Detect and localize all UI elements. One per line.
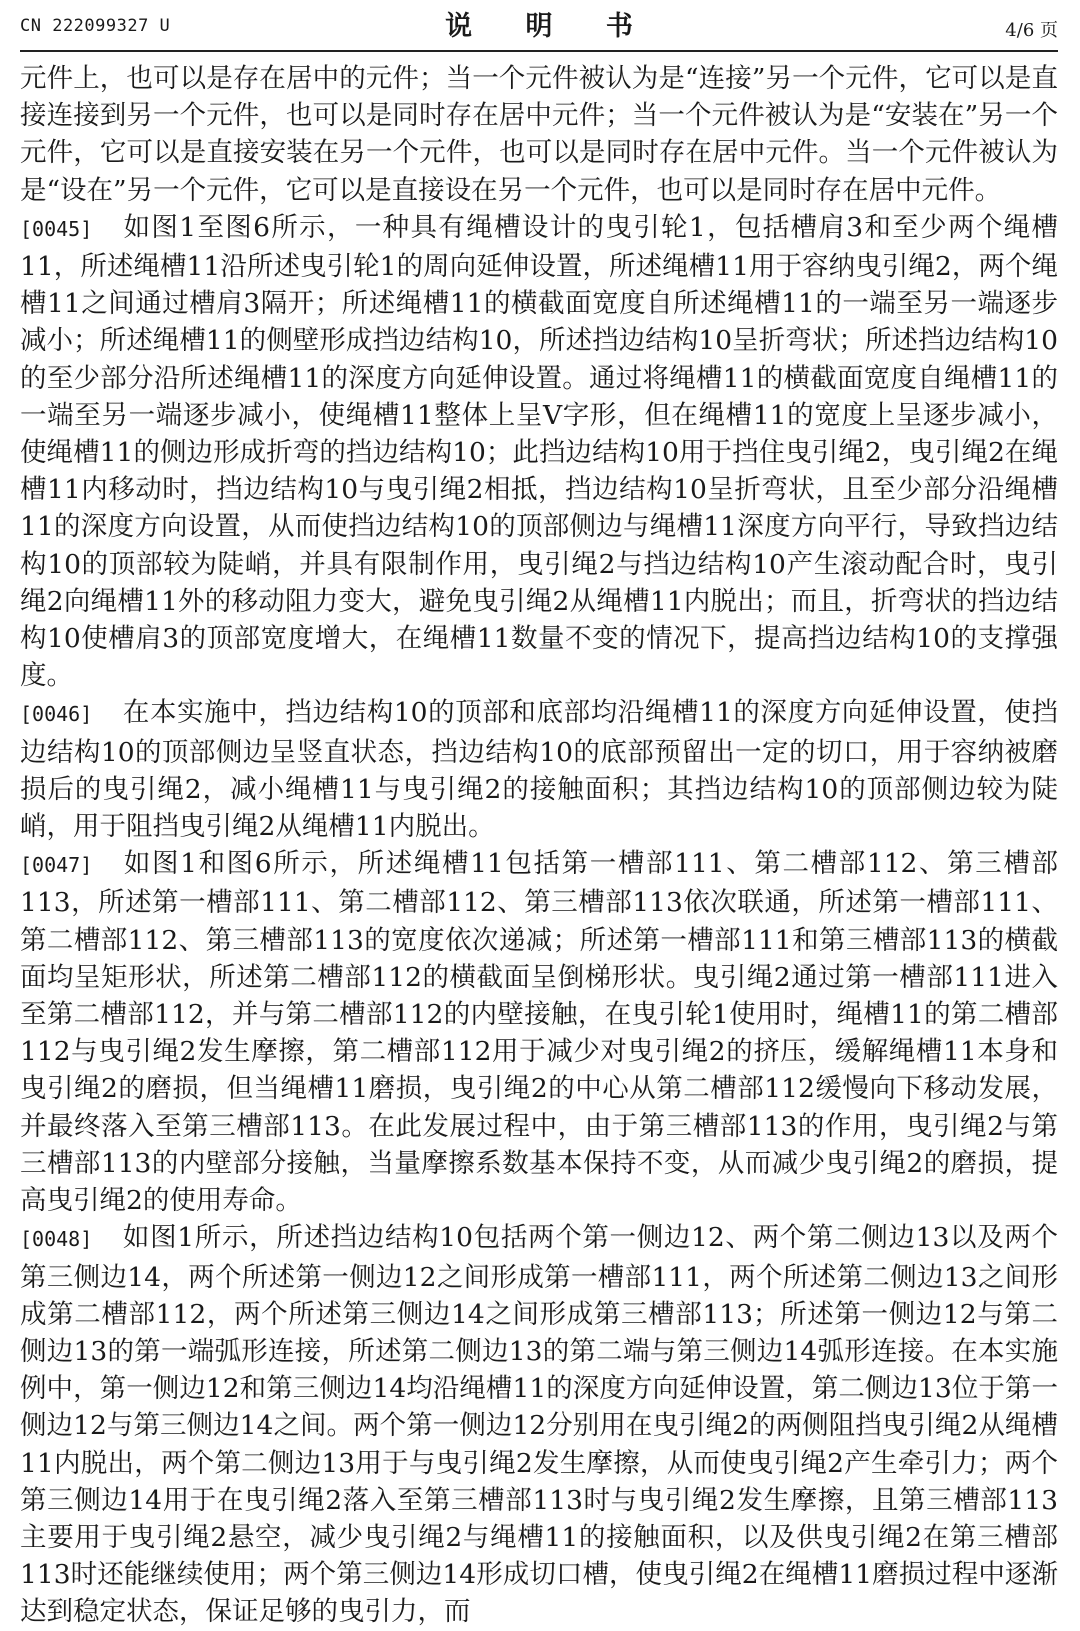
document-body: [20, 60, 1058, 1631]
paragraph-text: 如图1至图6所示，一种具有绳槽设计的曳引轮1，包括槽肩3和至少两个绳槽11，所述绳槽11沿所述曳引轮1的周向延伸设置，所述绳槽11用于容纳曳引绳2，两个绳槽11之间通过槽肩3隔开；所述绳槽11的横截面宽度自所述绳槽11的一端至另一端逐步减小；所述绳槽11的侧壁形成挡边结构10，所述挡边结构10呈折弯状；所述挡边结构10的至少部分沿所述绳槽11的深度方向延伸设置。通过将绳槽11的横截面宽度自绳槽11的一端至另一端逐步减小，使绳槽11整体上呈V字形，但在绳槽11的宽度上呈逐步减小，使绳槽11的侧边形成折弯的挡边结构10；此挡边结构10用于挡住曳引绳2，曳引绳2在绳槽11内移动时，挡边结构10与曳引绳2相抵，挡边结构10呈折弯状，且至少部分沿绳槽11的深度方向设置，从而使挡边结构10的顶部侧边与绳槽11深度方向平行，导致挡边结构10的顶部较为陡峭，并具有限制作用，曳引绳2与挡边结构10产生滚动配合时，曳引绳2向绳槽11外的移动阻力变大，避免曳引绳2从绳槽11内脱出；而且，折弯状的挡边结构10使槽肩3的顶部宽度增大，在绳槽11数量不变的情况下，提高挡边结构10的支撑强度。: [20, 211, 1058, 692]
paragraph-continued: [20, 60, 1058, 209]
paragraph-number: [0048]: [20, 1227, 93, 1252]
paragraph-text: 在本实施中，挡边结构10的顶部和底部均沿绳槽11的深度方向延伸设置，使挡边结构10的顶部侧边呈竖直状态，挡边结构10的底部预留出一定的切口，用于容纳被磨损后的曳引绳2，减小绳槽11与曳引绳2的接触面积；其挡边结构10的顶部侧边较为陡峭，用于阻挡曳引绳2从绳槽11内脱出。: [20, 697, 1058, 843]
page-header: [20, 0, 1058, 52]
paragraph-text: 如图1所示，所述挡边结构10包括两个第一侧边12、两个第二侧边13以及两个第三侧边14，两个所述第一侧边12之间形成第一槽部111，两个所述第二侧边13之间形成第二槽部112，两个所述第三侧边14之间形成第三槽部113；所述第一侧边12与第二侧边13的第一端弧形连接，所述第二侧边13的第二端与第三侧边14弧形连接。在本实施例中，第一侧边12和第三侧边14均沿绳槽11的深度方向延伸设置，第二侧边13位于第一侧边12与第三侧边14之间。两个第一侧边12分别用在曳引绳2的两侧阻挡曳引绳2从绳槽11内脱出，两个第二侧边13用于与曳引绳2发生摩擦，从而使曳引绳2产生牵引力；两个第三侧边14用于在曳引绳2落入至第三槽部113时与曳引绳2发生摩擦，且第三槽部113主要用于曳引绳2悬空，减少曳引绳2与绳槽11的接触面积，以及供曳引绳2在第三槽部113时还能继续使用；两个第三侧边14形成切口槽，使曳引绳2在绳槽11磨损过程中逐渐达到稳定状态，保证足够的曳引力，而: [20, 1222, 1058, 1628]
paragraph-0047: [20, 845, 1058, 1219]
page-title: 说 明 书: [445, 11, 655, 42]
paragraph-0045: [20, 209, 1058, 695]
patent-number: CN 222099327 U: [20, 16, 171, 36]
paragraph-number: [0047]: [20, 853, 93, 878]
page-number: 4/6 页: [1005, 20, 1058, 41]
paragraph-0048: [20, 1219, 1058, 1630]
paragraph-number: [0045]: [20, 216, 93, 241]
paragraph-0046: [20, 694, 1058, 845]
paragraph-text: 如图1和图6所示，所述绳槽11包括第一槽部111、第二槽部112、第三槽部113，所述第一槽部111、第二槽部112、第三槽部113依次联通，所述第一槽部111、第二槽部112、第三槽部113的宽度依次递减；所述第一槽部111和第三槽部113的横截面均呈矩形状，所述第二槽部112的横截面呈倒梯形状。曳引绳2通过第一槽部111进入至第二槽部112，并与第二槽部112的内壁接触，在曳引轮1使用时，绳槽11的第二槽部112与曳引绳2发生摩擦，第二槽部112用于减少对曳引绳2的挤压，缓解绳槽11本身和曳引绳2的磨损，但当绳槽11磨损，曳引绳2的中心从第二槽部112缓慢向下移动发展，并最终落入至第三槽部113。在此发展过程中，由于第三槽部113的作用，曳引绳2与第三槽部113的内壁部分接触，当量摩擦系数基本保持不变，从而减少曳引绳2的磨损，提高曳引绳2的使用寿命。: [20, 848, 1058, 1217]
paragraph-number: [0046]: [20, 702, 93, 727]
paragraph-text: 元件上，也可以是存在居中的元件；当一个元件被认为是“连接”另一个元件，它可以是直接连接到另一个元件，也可以是同时存在居中元件；当一个元件被认为是“安装在”另一个元件，它可以是直接安装在另一个元件，也可以是同时存在居中元件。当一个元件被认为是“设在”另一个元件，它可以是直接设在另一个元件，也可以是同时存在居中元件。: [20, 63, 1058, 206]
